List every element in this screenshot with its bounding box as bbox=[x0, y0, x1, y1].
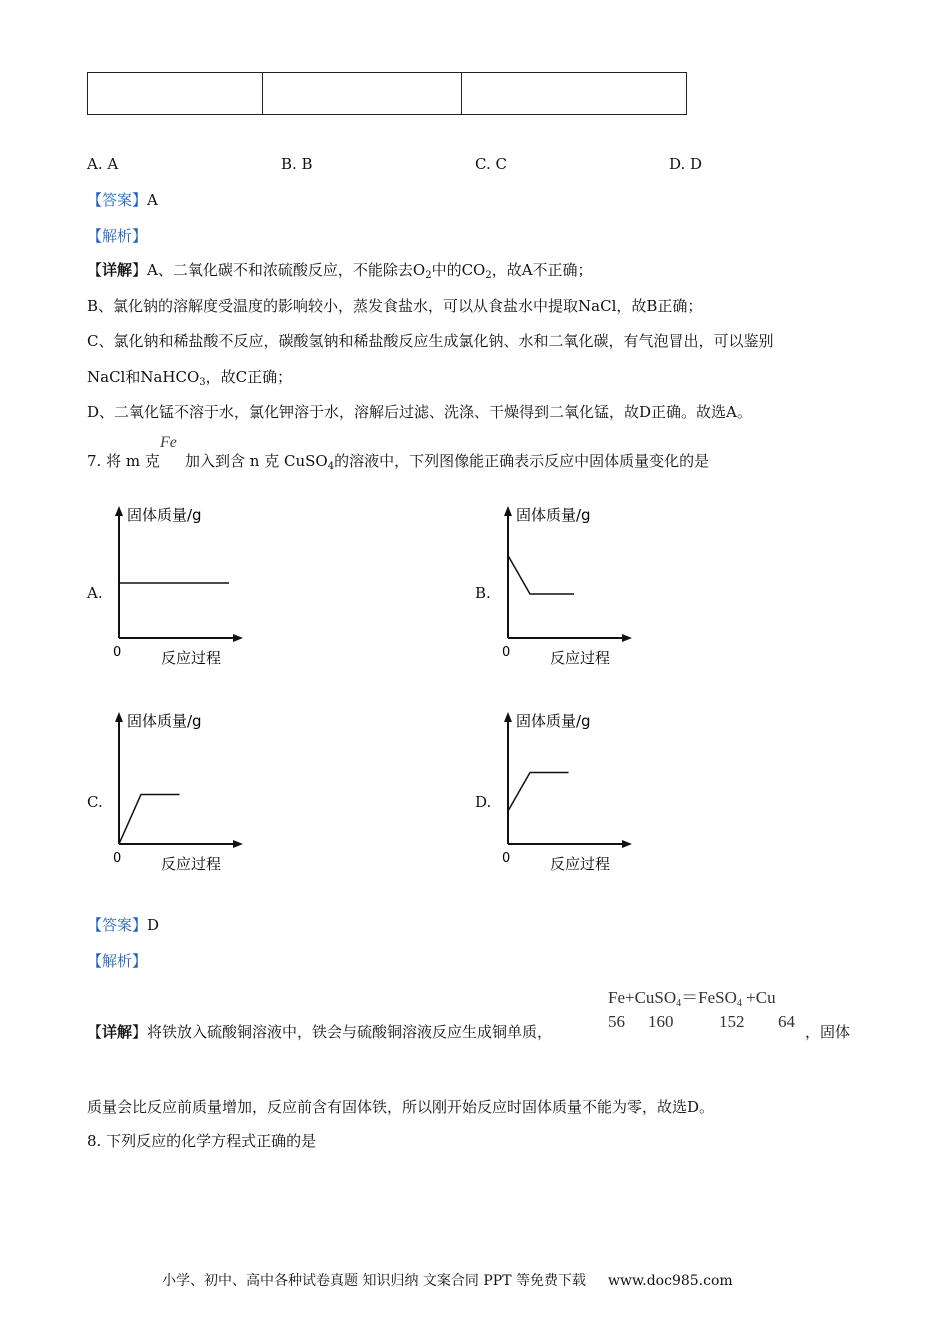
option-c: C. C bbox=[475, 155, 507, 173]
detail-7-line2: 质量会比反应前质量增加，反应前含有固体铁，所以刚开始反应时固体质量不能为零，故选D。 bbox=[87, 1098, 715, 1116]
option-d: D. D bbox=[669, 155, 703, 173]
answer-value: A bbox=[147, 191, 158, 209]
detail-7-suffix: ，固体 bbox=[805, 1023, 851, 1041]
y-axis-arrow bbox=[504, 712, 512, 722]
origin-label: 0 bbox=[113, 851, 122, 866]
fe-symbol: Fe bbox=[160, 434, 177, 451]
x-axis-arrow bbox=[622, 840, 632, 848]
analysis-heading-7: 【解析】 bbox=[87, 952, 148, 970]
question-7-stem: 7. 将 m 克 bbox=[87, 452, 160, 470]
molar-mass-feso4: 152 bbox=[719, 1012, 745, 1031]
y-axis-label: 固体质量/g bbox=[516, 712, 591, 730]
table-cell bbox=[263, 73, 462, 114]
detail-line-d: D、二氧化锰不溶于水，氯化钾溶于水，溶解后过滤、洗涤、干燥得到二氧化锰，故D正确。故选A。 bbox=[87, 403, 752, 421]
table-cell bbox=[88, 73, 263, 114]
chart-option-a-label: A. bbox=[87, 584, 103, 602]
series-line bbox=[119, 795, 180, 845]
detail-line-a: 【详解】A、二氧化碳不和浓硫酸反应，不能除去$O_2$中的$CO_2$，故A不正确； bbox=[87, 261, 593, 281]
footer-link[interactable]: www.doc985.com bbox=[607, 1273, 733, 1289]
x-axis-label: 反应过程 bbox=[161, 855, 222, 873]
molar-mass-cuso4: 160 bbox=[648, 1012, 674, 1031]
chart-b bbox=[494, 500, 644, 672]
option-b: B. B bbox=[281, 155, 313, 173]
chart-a bbox=[105, 500, 255, 672]
detail-line-b: B、氯化钠的溶解度受温度的影响较小，蒸发食盐水，可以从食盐水中提取NaCl，故B正确； bbox=[87, 297, 703, 315]
reaction-equation: Fe+CuSO$_4$＝FeSO$_4$ +Cu bbox=[608, 988, 776, 1009]
series-line bbox=[508, 556, 574, 595]
x-axis-arrow bbox=[622, 634, 632, 642]
chart-c bbox=[105, 706, 255, 878]
chart-d bbox=[494, 706, 644, 878]
question-7-stem-rest: 加入到含 n 克 CuSO$_4$的溶液中，下列图像能正确表示反应中固体质量变化的是 bbox=[185, 452, 710, 472]
y-axis-label: 固体质量/g bbox=[516, 506, 591, 524]
origin-label: 0 bbox=[502, 645, 511, 660]
analysis-heading: 【解析】 bbox=[87, 227, 148, 245]
y-axis-arrow bbox=[115, 506, 123, 516]
y-axis-label: 固体质量/g bbox=[127, 506, 202, 524]
series-line bbox=[508, 773, 569, 812]
y-axis-arrow bbox=[504, 506, 512, 516]
x-axis-label: 反应过程 bbox=[550, 855, 611, 873]
molar-mass-fe: 56 bbox=[608, 1012, 625, 1031]
detail-line-c1: C、氯化钠和稀盐酸不反应，碳酸氢钠和稀盐酸反应生成氯化钠、水和二氧化碳，有气泡冒出，可以鉴别 bbox=[87, 332, 774, 350]
origin-label: 0 bbox=[502, 851, 511, 866]
chart-option-b-label: B. bbox=[475, 584, 491, 602]
x-axis-arrow bbox=[233, 634, 243, 642]
answer-line bbox=[87, 189, 158, 210]
x-axis-arrow bbox=[233, 840, 243, 848]
molar-mass-cu: 64 bbox=[778, 1012, 795, 1031]
chart-option-d-label: D. bbox=[475, 793, 492, 811]
chart-option-c-label: C. bbox=[87, 793, 103, 811]
x-axis-label: 反应过程 bbox=[161, 649, 222, 667]
detail-line-c2: NaCl和NaHCO$_3$，故C正确； bbox=[87, 368, 293, 388]
answer-value-7: D bbox=[147, 916, 160, 934]
option-a: A. A bbox=[87, 155, 119, 173]
origin-label: 0 bbox=[113, 645, 122, 660]
answer-line-7: 【答案】D bbox=[87, 916, 160, 934]
x-axis-label: 反应过程 bbox=[550, 649, 611, 667]
footer-text: 小学、初中、高中各种试卷真题 知识归纳 文案合同 PPT 等免费下载 www.doc985.com bbox=[162, 1273, 733, 1289]
table-cell bbox=[462, 73, 686, 114]
detail-7-line1: 【详解】将铁放入硫酸铜溶液中，铁会与硫酸铜溶液反应生成铜单质， bbox=[87, 1023, 553, 1041]
answer-label: 【答案】 bbox=[87, 191, 148, 209]
question-8-stem: 8. 下列反应的化学方程式正确的是 bbox=[87, 1132, 317, 1150]
y-axis-label: 固体质量/g bbox=[127, 712, 202, 730]
options-table bbox=[87, 72, 687, 115]
y-axis-arrow bbox=[115, 712, 123, 722]
